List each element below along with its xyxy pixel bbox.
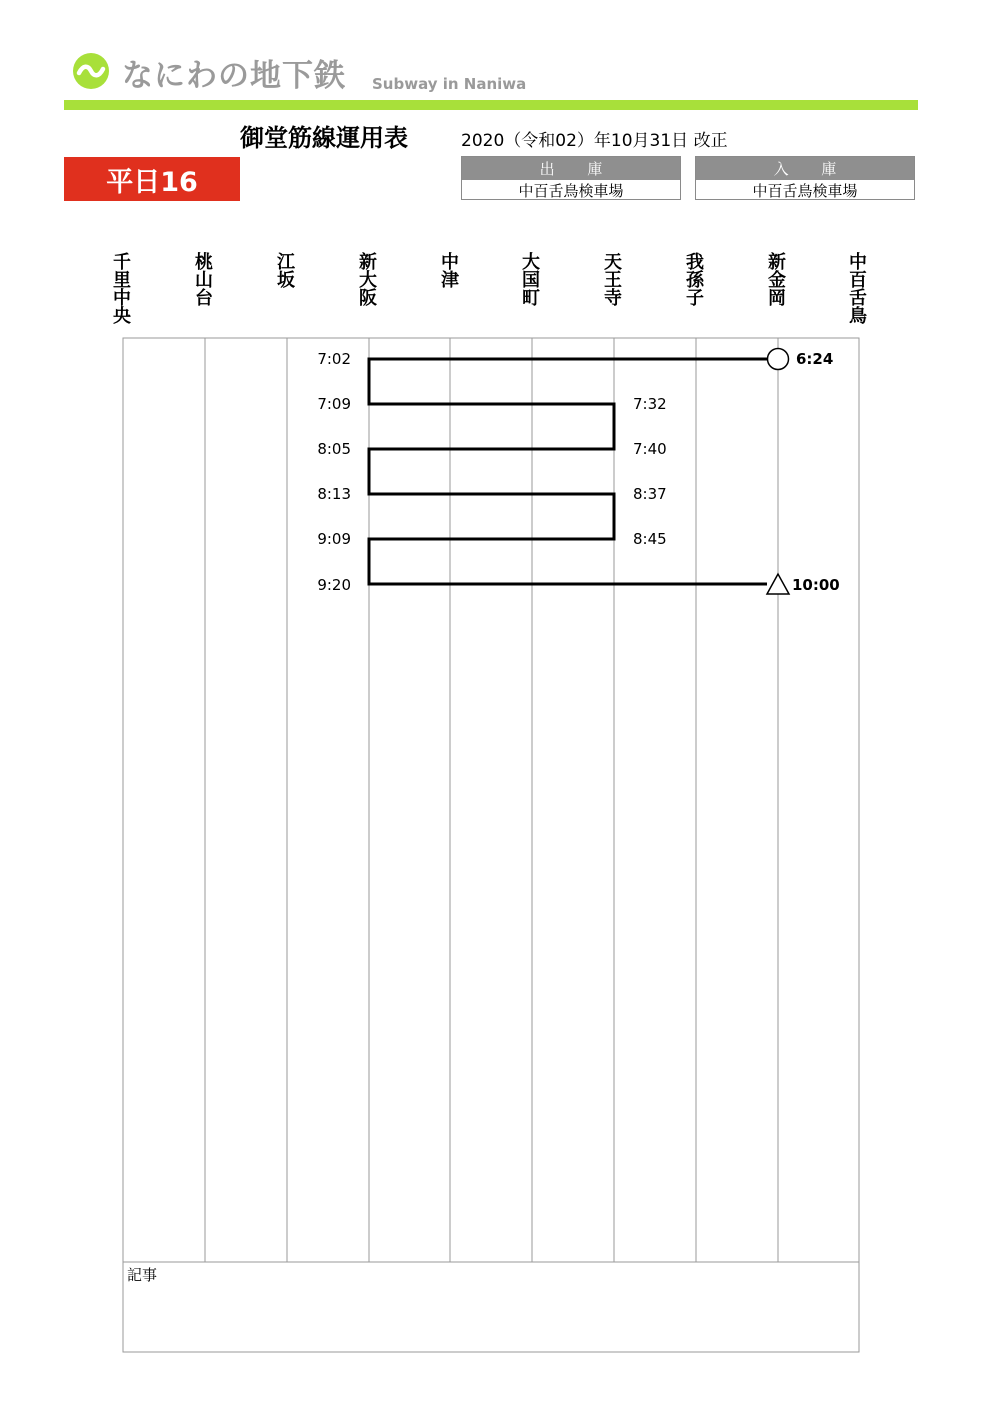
station-label: 新金岡 [768, 252, 786, 309]
station-label: 中津 [441, 252, 459, 291]
diagram-frame [123, 338, 859, 1352]
arrival-time-left: 7:09 [317, 395, 351, 413]
departure-depot: 中百舌鳥検車場 [518, 181, 624, 200]
station-label: 我孫子 [686, 252, 704, 309]
arrival-time-left: 8:13 [317, 485, 351, 503]
departure-time-left: 9:09 [317, 530, 351, 548]
departure-label: 出 庫 [462, 157, 680, 180]
station-label: 桃山台 [195, 252, 213, 309]
station-label: 千里中央 [113, 252, 131, 327]
revision-date: 2020（令和02）年10月31日 改正 [461, 131, 728, 151]
arrival-triangle-icon [767, 574, 789, 594]
station-label: 中百舌鳥 [849, 252, 867, 327]
depot-departure-time: 6:24 [796, 350, 834, 368]
station-label: 天王寺 [604, 252, 622, 309]
departure-time-left: 8:05 [317, 440, 351, 458]
notes-label: 記事 [127, 1266, 158, 1284]
arrival-time-right: 7:32 [633, 395, 667, 413]
station-label: 新大阪 [359, 252, 377, 309]
departure-time-right: 7:40 [633, 440, 667, 458]
arrival-label: 入 庫 [696, 157, 914, 180]
arrival-depot: 中百舌鳥検車場 [752, 181, 858, 200]
arrival-time-left: 9:20 [317, 576, 351, 594]
logo-subtitle: Subway in Naniwa [372, 75, 527, 93]
departure-time-right: 8:45 [633, 530, 667, 548]
operation-number-badge: 平日16 [64, 157, 240, 201]
station-label: 江坂 [277, 252, 295, 291]
departure-time-left: 7:02 [317, 350, 351, 368]
arrival-time-right: 8:37 [633, 485, 667, 503]
diagram-grid [123, 338, 859, 1352]
train-route-line [369, 359, 767, 584]
logo-text: なにわの地下鉄 [122, 58, 346, 94]
sheet-title: 御堂筋線運用表 [240, 124, 408, 152]
depot-arrival-time: 10:00 [792, 576, 840, 594]
departure-circle-icon [768, 349, 789, 370]
station-label: 大国町 [522, 252, 540, 309]
